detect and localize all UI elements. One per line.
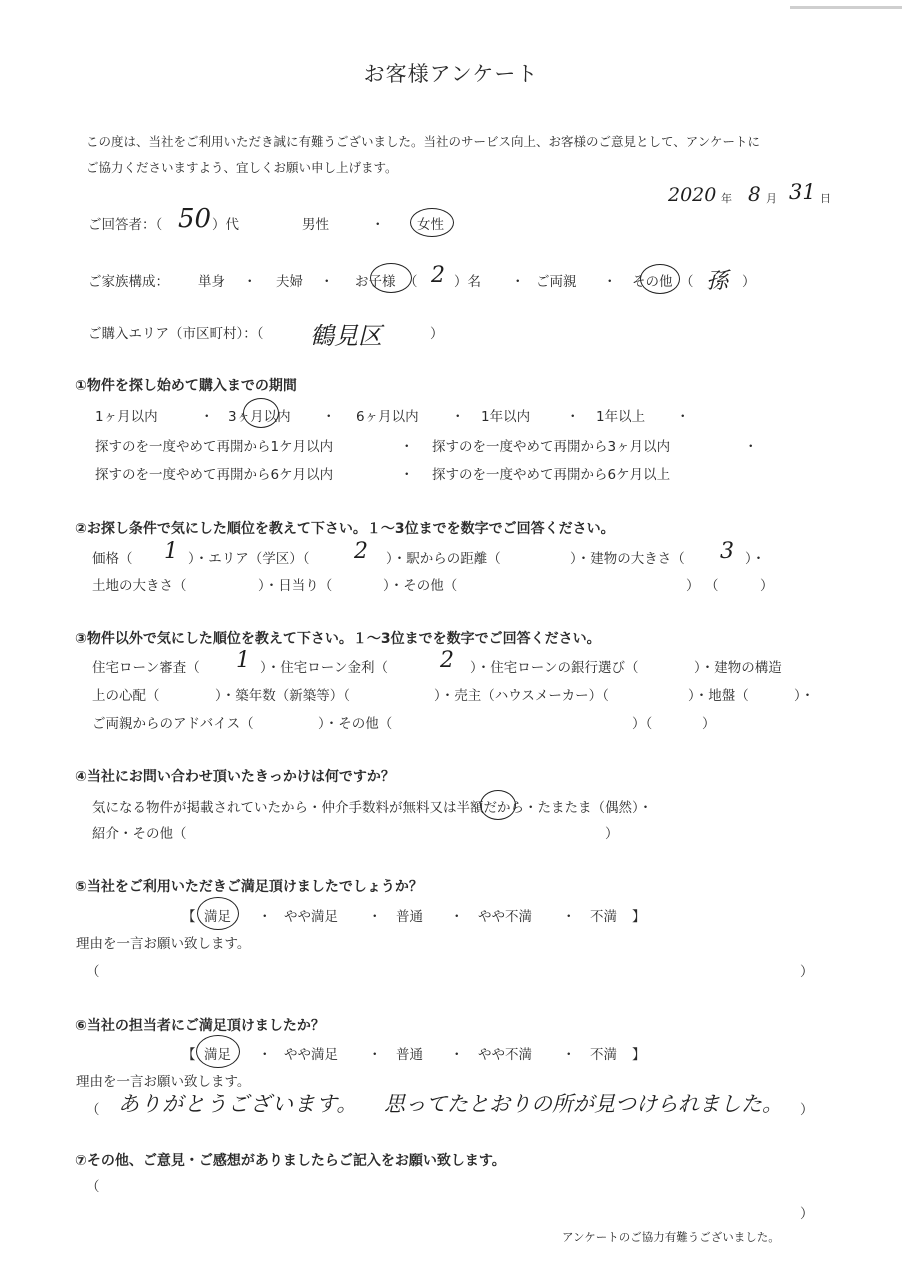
- q1-option-selected[interactable]: 3ヶ月以内: [228, 409, 291, 425]
- area-label: ご購入エリア（市区町村）：（: [88, 326, 264, 342]
- q5-option-satisfied[interactable]: 満足: [204, 909, 231, 925]
- q3-close-end: ）: [702, 716, 716, 732]
- date-month-value: 8: [748, 182, 761, 206]
- q2-station-label: ）・駅からの距離（: [386, 551, 501, 567]
- q5-option[interactable]: 普通: [396, 909, 423, 925]
- q1-option[interactable]: 探すのを一度やめて再開から6ケ月以内: [95, 467, 334, 483]
- respondent-age-value: 50: [178, 204, 212, 234]
- q3-seller-label: ）・売主（ハウスメーカー）（: [434, 688, 609, 704]
- date-day-label: 日: [820, 192, 831, 205]
- q6-reason-handwritten-1: ありがとうございます。: [118, 1092, 359, 1116]
- q6-paren-open: （: [86, 1102, 100, 1118]
- separator-dot: ・: [258, 909, 272, 925]
- separator-dot: ・: [451, 409, 465, 425]
- q2-sun-label: ）・日当り（: [258, 578, 333, 594]
- q5-paren-close: ）: [800, 964, 814, 980]
- q5-option[interactable]: やや満足: [284, 909, 338, 925]
- q3-loan-rate-rank: 2: [440, 648, 454, 673]
- q2-paren-open: （: [705, 578, 719, 594]
- separator-dot: ・: [562, 909, 576, 925]
- q7-title: ⑦その他、ご意見・ご感想がありましたらご記入をお願い致します。: [75, 1153, 506, 1169]
- option-single[interactable]: 単身: [198, 274, 225, 290]
- option-other[interactable]: その他: [632, 274, 673, 290]
- q5-option[interactable]: 不満: [590, 909, 617, 925]
- other-value: 孫: [706, 269, 729, 294]
- q5-bracket-open: 【: [182, 909, 196, 925]
- q5-paren-open: （: [86, 964, 100, 980]
- separator-dot: ・: [676, 409, 690, 425]
- q1-option[interactable]: 探すのを一度やめて再開から1ケ月以内: [95, 439, 334, 455]
- q1-option[interactable]: 1年以内: [481, 409, 531, 425]
- q6-reason-label: 理由を一言お願い致します。: [76, 1074, 251, 1090]
- date-day-value: 31: [789, 180, 816, 204]
- q3-title: ③物件以外で気にした順位を教えて下さい。１～3位までを数字でご回答ください。: [75, 631, 601, 647]
- separator-dot: ・: [400, 439, 414, 455]
- q3-end: ）・: [794, 688, 815, 704]
- children-count-close: ）名: [454, 274, 481, 290]
- area-close: ）: [430, 326, 444, 342]
- q7-paren-open: （: [86, 1179, 100, 1195]
- q2-size-label: ）・建物の大きさ（: [570, 551, 685, 567]
- q2-title: ②お探し条件で気にした順位を教えて下さい。１～3位までを数字でご回答ください。: [75, 521, 615, 537]
- separator-dot: ・: [200, 409, 214, 425]
- q2-land-label: 土地の大きさ（: [92, 578, 187, 594]
- family-label: ご家族構成：: [88, 274, 169, 290]
- q2-other-label: ）・その他（: [383, 578, 458, 594]
- q3-ground-label: ）・地盤（: [688, 688, 749, 704]
- q5-option[interactable]: やや不満: [478, 909, 532, 925]
- footer-thanks: アンケートのご協力有難うございました。: [562, 1230, 780, 1244]
- separator-dot: ・: [371, 217, 385, 233]
- separator-dot: ・: [450, 909, 464, 925]
- q5-title: ⑤当社をご利用いただきご満足頂けましたでしょうか？: [75, 879, 423, 895]
- date-year-value: 2020: [668, 184, 717, 206]
- q3-structure-label: ）・建物の構造: [694, 660, 782, 676]
- q2-paren-end: ）: [760, 578, 774, 594]
- separator-dot: ・: [566, 409, 580, 425]
- q3-worry-label: 上の心配（: [92, 688, 160, 704]
- q2-area-label: ）・エリア（学区）（: [188, 551, 310, 567]
- q6-reason-handwritten-2: 思ってたとおりの所が見つけられました。: [384, 1092, 783, 1116]
- q5-bracket-close: 】: [632, 909, 646, 925]
- q2-size-rank: 3: [720, 539, 734, 564]
- q3-loan-rate-label: ）・住宅ローン金利（: [260, 660, 388, 676]
- separator-dot: ・: [744, 439, 758, 455]
- respondent-age-suffix: ）代: [212, 217, 239, 233]
- q7-paren-close: ）: [800, 1206, 814, 1222]
- q3-age-label: ）・築年数（新築等）（: [215, 688, 350, 704]
- q6-option[interactable]: 普通: [396, 1047, 423, 1063]
- option-female[interactable]: 女性: [417, 217, 444, 233]
- option-parents[interactable]: ご両親: [536, 274, 577, 290]
- area-value: 鶴見区: [310, 322, 382, 350]
- q1-option[interactable]: 1年以上: [596, 409, 646, 425]
- separator-dot: ・: [368, 909, 382, 925]
- q4-options-line-2[interactable]: 紹介・その他（: [92, 826, 187, 842]
- intro-line-2: ご協力くださいますよう、宜しくお願い申し上げます。: [86, 160, 398, 175]
- separator-dot: ・: [368, 1047, 382, 1063]
- q6-option-satisfied[interactable]: 満足: [204, 1047, 231, 1063]
- q4-circle-mark: [480, 790, 516, 820]
- q6-paren-close: ）: [800, 1102, 814, 1118]
- other-open: （: [680, 274, 694, 290]
- q3-loan-review-rank: 1: [236, 648, 250, 673]
- q4-title: ④当社にお問い合わせ頂いたきっかけは何ですか？: [75, 769, 395, 785]
- q6-circle-mark: [196, 1035, 240, 1068]
- q3-loan-bank-label: ）・住宅ローンの銀行選び（: [470, 660, 639, 676]
- q5-circle-mark: [197, 897, 239, 930]
- scan-edge-line: [790, 6, 902, 9]
- q2-end: ）・: [745, 551, 766, 567]
- q6-option[interactable]: やや満足: [284, 1047, 338, 1063]
- separator-dot: ・: [243, 274, 257, 290]
- q1-option[interactable]: 探すのを一度やめて再開から3ヶ月以内: [432, 439, 671, 455]
- q2-paren-close: ）: [686, 578, 700, 594]
- q1-option[interactable]: 6ヶ月以内: [356, 409, 419, 425]
- q2-price-rank: 1: [164, 539, 178, 564]
- q2-price-label: 価格（: [92, 551, 133, 567]
- other-circle-mark: [640, 264, 680, 294]
- option-children[interactable]: お子様: [355, 274, 396, 290]
- intro-line-1: この度は、当社をご利用いただき誠に有難うございました。当社のサービス向上、お客様のご意見として、アンケートに: [86, 134, 761, 149]
- date-year-label: 年: [721, 192, 732, 205]
- separator-dot: ・: [562, 1047, 576, 1063]
- q3-close: ）（: [632, 716, 653, 732]
- q1-option[interactable]: 1ヶ月以内: [95, 409, 158, 425]
- other-close: ）: [742, 274, 756, 290]
- q1-title: ①物件を探し始めて購入までの期間: [75, 378, 297, 394]
- children-count-open: （: [404, 274, 418, 290]
- q6-title: ⑥当社の担当者にご満足頂けましたか？: [75, 1018, 325, 1034]
- separator-dot: ・: [450, 1047, 464, 1063]
- separator-dot: ・: [511, 274, 525, 290]
- q3-loan-review-label: 住宅ローン審査（: [92, 660, 200, 676]
- separator-dot: ・: [322, 409, 336, 425]
- separator-dot: ・: [400, 467, 414, 483]
- separator-dot: ・: [320, 274, 334, 290]
- q5-reason-label: 理由を一言お願い致します。: [76, 936, 251, 952]
- q6-bracket-open: 【: [182, 1047, 196, 1063]
- page-title: お客様アンケート: [363, 62, 539, 86]
- separator-dot: ・: [258, 1047, 272, 1063]
- option-male[interactable]: 男性: [302, 217, 329, 233]
- date-month-label: 月: [766, 192, 777, 205]
- q2-area-rank: 2: [354, 539, 368, 564]
- q6-bracket-close: 】: [632, 1047, 646, 1063]
- q3-parents-advice-label: ご両親からのアドバイス（: [92, 716, 254, 732]
- children-count-value: 2: [431, 263, 445, 288]
- q1-circle-mark: [243, 398, 279, 428]
- female-circle-mark: [410, 208, 454, 237]
- option-couple[interactable]: 夫婦: [276, 274, 303, 290]
- q3-other-label: ）・その他（: [318, 716, 393, 732]
- respondent-label: ご回答者：（: [88, 217, 163, 233]
- separator-dot: ・: [603, 274, 617, 290]
- q4-other-close: ）: [605, 826, 619, 842]
- q6-option[interactable]: 不満: [590, 1047, 617, 1063]
- q4-options-line-1[interactable]: 気になる物件が掲載されていたから・仲介手数料が無料又は半額だから・たまたま（偶然）・: [92, 800, 653, 816]
- q1-option[interactable]: 探すのを一度やめて再開から6ケ月以上: [432, 467, 671, 483]
- q6-option[interactable]: やや不満: [478, 1047, 532, 1063]
